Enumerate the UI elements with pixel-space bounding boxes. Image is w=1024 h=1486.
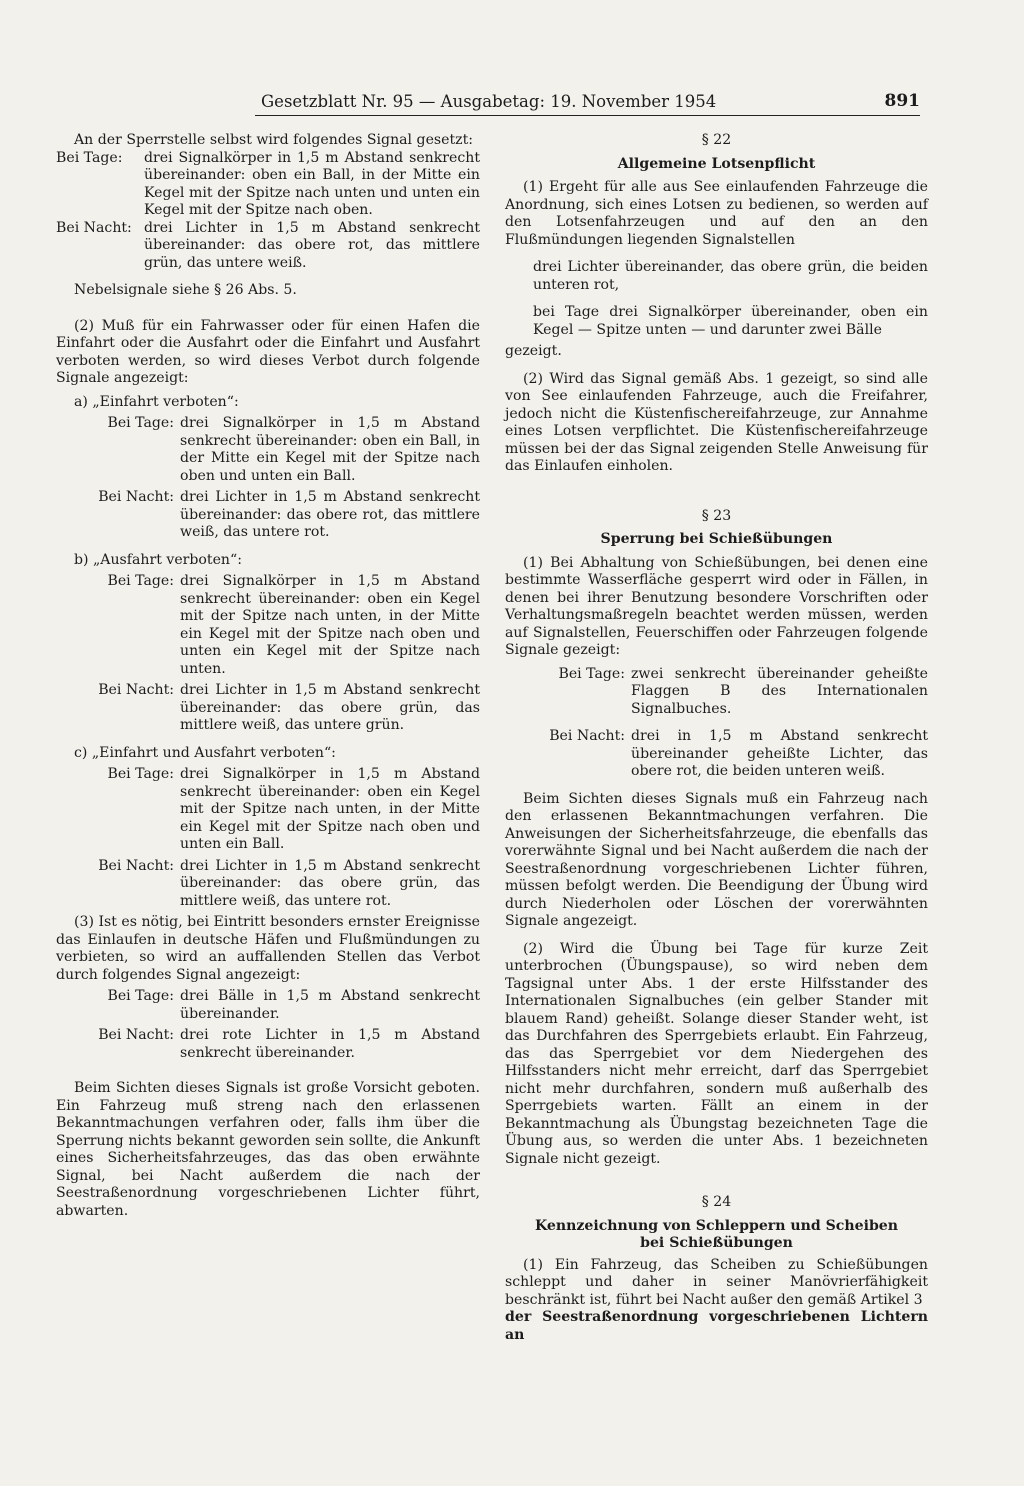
section-22-night-signal: drei Lichter übereinander, das obere grün, die beiden unteren rot, — [533, 259, 928, 293]
paragraph-2: (2) Muß für ein Fahrwasser oder für einen Hafen die Einfahrt oder die Ausfahrt oder die Einfahrt und Ausfahrt verboten werden, so wird dieses Verbot durch folgende Signale angezeigt: — [56, 317, 480, 386]
left-column — [56, 132, 480, 1220]
signal-label: Bei Tage: — [107, 573, 174, 589]
signal-label: Bei Nacht: — [98, 1027, 174, 1043]
section-22-title: Allgemeine Lotsenpflicht — [617, 155, 816, 172]
section-22-paragraph-1: (1) Ergeht für alle aus See einlaufenden Fahrzeuge die Anordnung, sich eines Lotsen zu bedienen, so werden auf den Lotsenfahrzeugen und auf den an den Flußmündungen liegenden Signalstellen — [505, 179, 928, 248]
signal-text: drei Signalkörper in 1,5 m Abstand senkrecht übereinander: oben ein Ball, in der Mitte ein Kegel mit der Spitze nach oben und unten ein Ball. — [180, 415, 480, 484]
fog-signals-note: Nebelsignale siehe § 26 Abs. 5. — [74, 282, 297, 298]
section-24-paragraph-1-cont: der Seestraßenordnung vorgeschriebenen Lichtern an — [505, 1309, 928, 1343]
item-b-night — [94, 682, 480, 735]
signal-label: Bei Tage: — [558, 665, 625, 682]
item-a-day — [94, 415, 480, 485]
signal-label: Bei Nacht: — [56, 219, 132, 236]
signal-text: drei rote Lichter in 1,5 m Abstand senkrecht übereinander. — [180, 1027, 480, 1061]
right-column — [505, 132, 928, 1344]
signal-text: drei Lichter in 1,5 m Abstand senkrecht übereinander: das obere rot, das mittlere weiß, das untere rot. — [180, 489, 480, 540]
signal-text: drei in 1,5 m Abstand senkrecht übereinander geheißte Lichter, das obere rot, die beiden unteren weiß. — [631, 728, 928, 779]
signal-text: drei Bälle in 1,5 m Abstand senkrecht übereinander. — [180, 988, 480, 1022]
header-title: Gesetzblatt Nr. 95 — Ausgabetag: 19. November 1954 — [261, 92, 717, 111]
signal-text: drei Signalkörper in 1,5 m Abstand senkrecht übereinander: oben ein Kegel mit der Spitze nach unten, in der Mitte ein Kegel mit der Spitze nach oben und unten ein Ball. — [180, 766, 480, 852]
section-24-title-line-2: bei Schießübungen — [640, 1235, 793, 1251]
section-24-paragraph-1: (1) Ein Fahrzeug, das Scheiben zu Schießübungen schleppt und daher in seiner Manövrierfähigkeit beschränkt ist, führt bei Nacht außer den gemäß Artikel 3 — [505, 1256, 928, 1308]
signal-text: drei Signalkörper in 1,5 m Abstand senkrecht übereinander: oben ein Kegel mit der Spitze nach unten, in der Mitte ein Kegel mit der Spitze nach oben und unten ein Kegel mit der Spitze nach unten. — [180, 573, 480, 677]
section-24-number: § 24 — [701, 1194, 732, 1210]
section-22-shown: gezeigt. — [505, 343, 562, 359]
signal-label: Bei Nacht: — [549, 728, 625, 744]
section-22-number: § 22 — [701, 132, 732, 148]
section-23-night — [541, 728, 928, 781]
signal-day — [56, 150, 480, 220]
item-b-title: b) „Ausfahrt verboten“: — [74, 551, 242, 568]
signal-label: Bei Nacht: — [98, 682, 174, 698]
item-a-title: a) „Einfahrt verboten“: — [74, 393, 239, 410]
signal-label: Bei Tage: — [56, 149, 123, 166]
page-number: 891 — [884, 91, 920, 111]
section-23-day — [541, 666, 928, 719]
paragraph-3-night — [94, 1027, 480, 1062]
intro-paragraph: An der Sperrstelle selbst wird folgendes Signal gesetzt: — [74, 132, 473, 148]
section-23-title: Sperrung bei Schießübungen — [600, 531, 833, 547]
signal-label: Bei Nacht: — [98, 857, 174, 874]
signal-label: Bei Tage: — [107, 766, 174, 782]
item-c-day — [94, 766, 480, 854]
item-a-night — [94, 489, 480, 542]
section-23-paragraph-2: (2) Wird die Übung bei Tage für kurze Zeit unterbrochen (Übungspause), so wird neben dem Tagsignal unter Abs. 1 der erste Hilfsstander des Internationalen Signalbuches (ein gelber Stander mit blauem Rand) geheißt. Solange dieser Stander weht, ist das Durchfahren des Sperrgebiets erlaubt. Ein Fahrzeug, das das Sperrgebiet vor dem Niedergehen des Hilfsstanders nicht mehr erreicht, darf das Sperrgebiet nicht mehr durchfahren, sondern muß außerhalb des Sperrgebiets warten. Fällt an einem in der Bekanntmachung als Übungstag bezeichneten Tage die Übung aus, so werden die unter Abs. 1 bezeichneten Signale nicht gezeigt. — [505, 940, 928, 1167]
signal-text: drei Signalkörper in 1,5 m Abstand senkrecht übereinander: oben ein Ball, in der Mitte ein Kegel mit der Spitze nach unten und unten ein Kegel mit der Spitze nach oben. — [144, 149, 480, 218]
page-header — [255, 90, 920, 116]
section-23-number: § 23 — [701, 507, 732, 524]
section-23-paragraph-1: (1) Bei Abhaltung von Schießübungen, bei denen eine bestimmte Wasserfläche gesperrt wird oder in Fällen, in denen bei ihrer Benutzung besondere Vorschriften oder Verhaltungsmaßregeln beachtet werden müssen, werden auf Signalstellen, Feuerschiffen oder Fahrzeugen folgende Signale gezeigt: — [505, 554, 928, 658]
section-22-paragraph-2: (2) Wird das Signal gemäß Abs. 1 gezeigt, so sind alle von See einlaufenden Fahrzeuge, auch die Freifahrer, jedoch nicht die Küstenfischereifahrzeuge, zur Annahme eines Lotsen verpflichtet. Die Küstenfischereifahrzeuge müssen bei der das Signal zeigenden Stelle Anweisung für das Einlaufen einholen. — [505, 370, 928, 474]
item-b-day — [94, 573, 480, 678]
signal-text: drei Lichter in 1,5 m Abstand senkrecht übereinander: das obere grün, das mittlere weiß, das untere grün. — [180, 682, 480, 733]
signal-label: Bei Tage: — [107, 988, 174, 1004]
section-22-day-signal: bei Tage drei Signalkörper übereinander, oben ein Kegel — Spitze unten — und darunter zwei Bälle — [533, 304, 928, 338]
signal-night — [56, 220, 480, 273]
closing-paragraph: Beim Sichten dieses Signals ist große Vorsicht geboten. Ein Fahrzeug muß streng nach den erlassenen Bekanntmachungen verfahren oder, falls ihm über die Sperrung nichts bekannt geworden sein sollte, die Ankunft eines Sicherheitsfahrzeuges, das das oben erwähnte Signal, bei Nacht außerdem die nach der Seestraßenordnung vorgeschriebenen Lichter führt, abwarten. — [56, 1080, 480, 1219]
signal-text: drei Lichter in 1,5 m Abstand senkrecht übereinander: das obere rot, das mittlere grün, das untere weiß. — [144, 219, 480, 271]
item-c-title: c) „Einfahrt und Ausfahrt verboten“: — [74, 744, 336, 761]
section-23-sighting: Beim Sichten dieses Signals muß ein Fahrzeug nach den erlassenen Bekanntmachungen verfahren. Die Anweisungen der Sicherheitsfahrzeuge, die ebenfalls das vorerwähnte Signal und bei Nacht außerdem die nach der Seestraßenordnung vorgeschriebenen Lichter führen, müssen befolgt werden. Die Beendigung der Übung wird durch Niederholen oder Löschen der vorerwähnten Signale angezeigt. — [505, 790, 928, 929]
signal-text: drei Lichter in 1,5 m Abstand senkrecht übereinander: das obere grün, das mittlere weiß, das untere rot. — [180, 857, 480, 909]
paragraph-3: (3) Ist es nötig, bei Eintritt besonders ernster Ereignisse das Einlaufen in deutsche Häfen und Flußmündungen zu verbieten, so wird an auffallenden Stellen das Verbot durch folgendes Signal angezeigt: — [56, 914, 480, 983]
paragraph-3-day — [94, 988, 480, 1023]
signal-text: zwei senkrecht übereinander geheißte Flaggen B des Internationalen Signalbuches. — [631, 665, 928, 717]
item-c-night — [94, 858, 480, 911]
section-24-title-line-1: Kennzeichnung von Schleppern und Scheiben — [534, 1217, 899, 1234]
signal-label: Bei Tage: — [107, 415, 174, 431]
header-rule — [255, 115, 920, 116]
signal-label: Bei Nacht: — [98, 489, 174, 505]
